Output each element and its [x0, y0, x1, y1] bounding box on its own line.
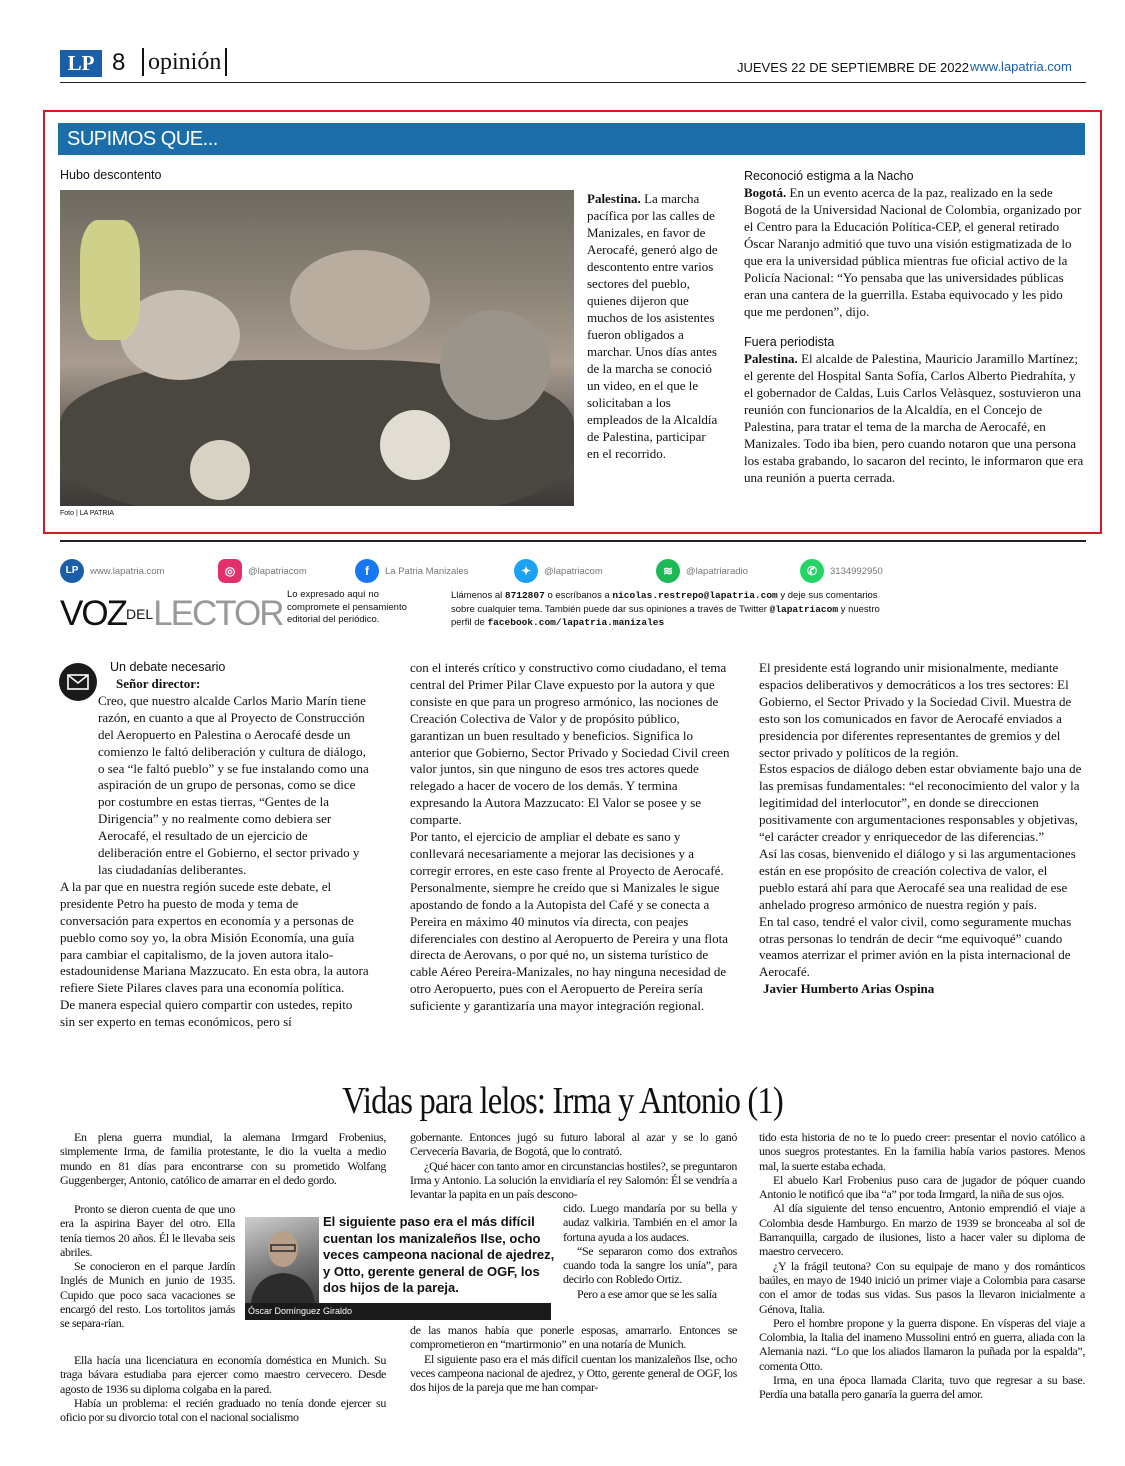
paragraph: Pronto se dieron cuenta de que uno era la aspirina Bayer del otro. Ella tenía tiernos 20 años. Él le llevaba seis abriles. [60, 1202, 235, 1259]
paragraph: “Se separaron como dos extraños cuando toda la sangre los unía”, para decirlo con Robledo Ortiz. [563, 1243, 737, 1287]
paragraph: En tal caso, tendré el valor civil, como seguramente muchas otras personas lo tendrán de decir “me equivoqué” cuando veamos aterrizar el primer avión en la pista internacional de Aerocafé. [759, 913, 1072, 980]
paragraph: cido. Luego mandaría por su bella y audaz valkiria. También en el amor la fortuna ayuda a los audaces. [563, 1201, 737, 1244]
paragraph: Así las cosas, bienvenido el diálogo y si las argumentaciones están en ese propósito de creación colectiva de valor, el pueblo estará ahí para que Aerocafé sea una realidad de ese anhelado progreso armónico de nuestra región y país. [759, 845, 1076, 912]
section-divider [60, 540, 1086, 542]
website-link[interactable]: www.lapatria.com [970, 59, 1072, 74]
supimos-right-column [744, 168, 1084, 486]
vidas-col1-bottom [60, 1353, 386, 1424]
facebook-icon: f [355, 559, 379, 583]
vidas-col2-top [410, 1130, 737, 1201]
paragraph: Había un problema: el recién graduado no tenía donde ejercer su oficio por su divorcio total con el nacional socialismo [60, 1395, 386, 1425]
paragraph: tido esta historia de no te lo puedo creer: presentar el novio católico a unos suegros protestantes. En la familia había varios pastores. Menos mal, la suerte estaba echada. [759, 1130, 1085, 1173]
paragraph: De manera especial quiero compartir con ustedes, repito sin ser experto en temas económicos, pero sí [60, 997, 353, 1030]
paragraph: El siguiente paso era el más difícil cuentan los manizaleños Ilse, ocho veces campeona nacional de ajedrez, y Otto, gerente general de OGF, los dos hijos de la pareja que me han compar- [410, 1351, 737, 1395]
item3-lead: Palestina. [744, 351, 798, 366]
paragraph: Se conocieron en el parque Jardín Inglés de Munich en junio de 1935. Cupido que poco saca vacaciones se encargó del resto. Los tortolitos jamás se separa-rían. [60, 1259, 235, 1331]
paragraph: ¿Qué hacer con tanto amor en circunstancias hostiles?, se preguntaron Irma y Antonio. La solución la envidiaría el rey Salomón: Él se vendría a levantar la papita en un país descono- [410, 1158, 737, 1202]
letter-column-1 [60, 676, 370, 1031]
editorial-disclaimer: Lo expresado aquí no compromete el pensamiento editorial del periódico. [287, 589, 407, 625]
section-name: opinión [142, 48, 227, 76]
contact-twitter[interactable]: @lapatriacom [769, 603, 839, 615]
header-divider [60, 82, 1086, 83]
march-photo [60, 190, 574, 506]
paragraph: con el interés crítico y constructivo como ciudadano, el tema central del Primer Pilar Clave expuesto por la autora y que consiste en que para un progreso armónico, las nociones de Creación Colectiva de Valor y de propósito público, garantizan un buen resultado y beneficios. Significa lo anterior que Gobierno, Sector Privado y Sociedad Civil creen valor juntos, sin que ninguno de esos tres actores quede relegado a hacer de vocero de los demás. Y termina expresando la Autora Mazzucato: El Valor se posee y se comparte. [410, 660, 730, 828]
twitter-icon: ✦ [514, 559, 538, 583]
vidas-col2-bottom [410, 1323, 737, 1394]
vidas-col3 [759, 1130, 1085, 1402]
paragraph: de las manos había que ponerle esposas, amarrarlo. Entonces se comprometieron en “martirmonio” en una notaría de Munich. [410, 1323, 737, 1352]
letter-salutation: Señor director: [116, 676, 201, 691]
social-web[interactable]: LP www.lapatria.com [60, 558, 164, 584]
social-facebook[interactable]: f La Patria Manizales [355, 558, 468, 584]
paragraph: A la par que en nuestra región sucede este debate, el presidente Petro ha puesto de moda y tema de conversación para expertos en economía y a personas de pueblo como soy yo, la obra Misión Economía, una guía para cambiar el capitalismo, de la joven autora italo-estadounidense Mariana Mazzucato. En esta obra, la autora refiere Siete Pilares claves para una economía política. [60, 878, 369, 996]
letter-title: Un debate necesario [110, 660, 226, 674]
item3-heading: Fuera periodista [744, 335, 835, 349]
letter-signature: Javier Humberto Arias Ospina [763, 981, 935, 997]
paragraph: Personalmente, siempre he creído que si Manizales le sigue apostando de fondo a la Autopista del Café y se conecta a Pereira en máximo 40 minutos vía directa, con peajes diferenciales con destino al Aeropuerto de Pereira y una flota directa de Aerovans, o por qué no, un sistema turístico de cable Aéreo Pereira-Manizales, no hay ninguna necesidad de otro Aeropuerto, pues con el Aeropuerto de Pereira sería suficiente y garantizaría una mayor integración regional. [410, 879, 729, 1014]
item2-text: En un evento acerca de la paz, realizado en la sede Bogotá de la Universidad Nacional de Colombia, organizado por el Centro para la Educación Política-CEP, el general retirado Óscar Naranjo admitió que tuvo una visión estigmatizada de lo que era la universidad pública mientras fue oficial activo de la Policía Nacional: “Yo pensaba que las universidades públicas eran una cantera de la guerrilla. Estaba equivocado y les pido que me perdonen”, dijo. [744, 185, 1082, 319]
paragraph: Pero el hombre propone y la guerra dispone. En vísperas del viaje a Colombia, la Italia del inameno Mussolini entró en guerra, aliada con la Alemania nazi. “Lo que los aliados llamaron la puñada por la espalda”, comenta Otto. [759, 1315, 1085, 1373]
photo-credit: Foto | LA PATRIA [60, 510, 115, 517]
paragraph: Por tanto, el ejercicio de ampliar el debate es sano y conllevará necesariamente a mejorar las decisiones y a corregir errores, en este caso frente al Proyecto de Aerocafé. [410, 829, 724, 878]
voz-del-lector-logo: VOZDELLECTOR [60, 594, 283, 633]
author-name: Óscar Domínguez Giraldo [245, 1303, 551, 1320]
contact-info: Llámenos al 8712807 o escríbanos a nicolas.restrepo@lapatria.com y deje sus comentarios sobre cualquier tema. También puede dar sus opiniones a través de Twitter @lapatriacom y nuestro perfil de facebook.com/lapatria.manizales [451, 590, 880, 628]
social-instagram[interactable]: ◎ @lapatriacom [218, 558, 307, 584]
paragraph: Pero a ese amor que se les salía [577, 1286, 717, 1301]
issue-date: JUEVES 22 DE SEPTIEMBRE DE 2022 [737, 60, 969, 75]
contact-phone[interactable]: 8712807 [504, 590, 545, 601]
social-whatsapp[interactable]: ✆ 3134992950 [800, 558, 883, 584]
paragraph: ¿Y la frágil teutona? Con su equipaje de mano y dos románticos baúles, en mayo de 1940 inició un primer viaje a Colombia para casarse con el amor de todas sus vidas. Sus pasos la llevaron inicialmente a Génova, Italia. [759, 1258, 1085, 1316]
item3-text: El alcalde de Palestina, Mauricio Jaramillo Martínez; el gerente del Hospital Santa Sofía, Carlos Alberto Piedrahíta, y el gobernador de Caldas, Luis Carlos Velàsquez, sostuvieron una reunión con funcionarios de la Alcaldía, en el Concejo de Palestina, para tratar el tema de la marcha de Aerocafé, en Manizales. Todo iba bien, pero cuando notaron que una persona los estaba grabando, lo sacaron del recinto, le informaron que era una reunión a puerta cerrada. [744, 351, 1084, 485]
contact-email[interactable]: nicolas.restrepo@lapatria.com [612, 590, 778, 601]
item1-heading: Hubo descontento [60, 168, 162, 182]
paragraph: Ella hacía una licenciatura en economía doméstica en Munich. Su traga bávara estudiaba para ejercer como maestro cervecero. Desde agosto de 1936 su diploma colgaba en la pared. [60, 1353, 386, 1396]
column-headline: Vidas para lelos: Irma y Antonio (1) [342, 1080, 783, 1122]
instagram-icon: ◎ [218, 559, 242, 583]
paragraph: Al día siguiente del tenso encuentro, Antonio emprendió el viaje a Colombia desde Hamburgo. En marzo de 1939 se bronceaba al sol de Barranquilla, cargado de ilusiones, listo a hacer valer su diploma de maestro cervecero. [759, 1201, 1085, 1259]
paragraph: Estos espacios de diálogo deben estar obviamente bajo una de las premisas fundamentales: “el reconocimiento del valor y la legitimidad del interlocutor”, en donde se direccionen positivamente con argumentaciones responsables y objetivas, “el carácter creador y enriquecedor de las diferencias.” [759, 761, 1082, 845]
item1-body [587, 190, 719, 462]
author-photo [245, 1217, 319, 1303]
letter-column-2 [410, 660, 730, 1015]
pull-quote: El siguiente paso era el más difícil cuentan los manizaleños Ilse, ocho veces campeona nacional de ajedrez, y Otto, gerente general de OGF, los dos hijos de la pareja. [323, 1214, 555, 1295]
spotify-icon: ≋ [656, 559, 680, 583]
paragraph: En plena guerra mundial, la alemana Irmgard Frobenius, simplemente Irma, de familia protestante, le dio la vuelta a medio mundo en 81 días para encontrarse con su prometido Wolfang Guggenberger, Antonio, católico de amarrar en el dedo gordo. [60, 1130, 386, 1187]
vidas-col1-top [60, 1130, 386, 1187]
vidas-col1-mid [60, 1202, 235, 1331]
paragraph: Creo, que nuestro alcalde Carlos Mario Marín tiene razón, en cuanto a que al Proyecto de Construcción del Aeropuerto en Palestina o Aerocafé desde un comienzo le faltó deliberación y cultura de diálogo, o sea “le faltó pueblo” y se fue instalando como una aspiración de un grupo de personas, como se dice por costumbre en estas tierras, “Gentes de la Dirigencia” y no realmente como debiera ser Aerocafé, el resultado de un ejercicio de deliberación entre el Gobierno, el sector privado y las ciudadanías deliberantes. [98, 692, 369, 877]
letter-column-3 [759, 660, 1085, 998]
item2-heading: Reconoció estigma a la Nacho [744, 169, 914, 183]
paragraph: El abuelo Karl Frobenius puso cara de jugador de póquer cuando Antonio le notificó que iba “a” por toda Irmgard, la niña de sus ojos. [759, 1172, 1085, 1202]
contact-facebook[interactable]: facebook.com/lapatria.manizales [487, 617, 665, 628]
item3-body [744, 350, 1084, 486]
paragraph: gobernante. Entonces jugó su futuro laboral al azar y se lo ganó Cervecería Bavaria, de Bogotá, que lo contrató. [410, 1130, 737, 1159]
social-twitter[interactable]: ✦ @lapatriacom [514, 558, 603, 584]
whatsapp-icon: ✆ [800, 559, 824, 583]
lp-icon: LP [60, 559, 84, 583]
social-spotify[interactable]: ≋ @lapatriaradio [656, 558, 748, 584]
page-number: 8 [112, 49, 126, 76]
paragraph: El presidente está logrando unir misionalmente, mediante espacios deliberativos y democráticos a los tres sectores: El Gobierno, el Sector Privado y la Sociedad Civil. Muestra de esto son los comunicados en favor de Aerocafé enviados a presidencia por diferentes representantes de gremios y del sector privado y políticos de la región. [759, 660, 1072, 760]
vidas-col2-mid [563, 1201, 737, 1301]
item2-body [744, 184, 1084, 320]
supimos-banner: SUPIMOS QUE... [58, 123, 1085, 155]
la-patria-logo: LP [60, 50, 102, 77]
item2-lead: Bogotá. [744, 185, 787, 200]
paragraph: Irma, en una época llamada Clarita, tuvo que regresar a su base. Perdía una batalla pero ganaría la guerra del amor. [759, 1373, 1085, 1402]
item1-lead: Palestina. [587, 191, 641, 206]
item1-text: La marcha pacífica por las calles de Manizales, en favor de Aerocafé, generó algo de descontento entre varios sectores del pueblo, quienes dijeron que muchos de los asistentes fueron obligados a marchar. Unos días antes de la marcha se conoció un video, en el que le solicitaban a los empleados de la Alcaldía de Palestina, participar en el recorrido. [587, 191, 718, 461]
